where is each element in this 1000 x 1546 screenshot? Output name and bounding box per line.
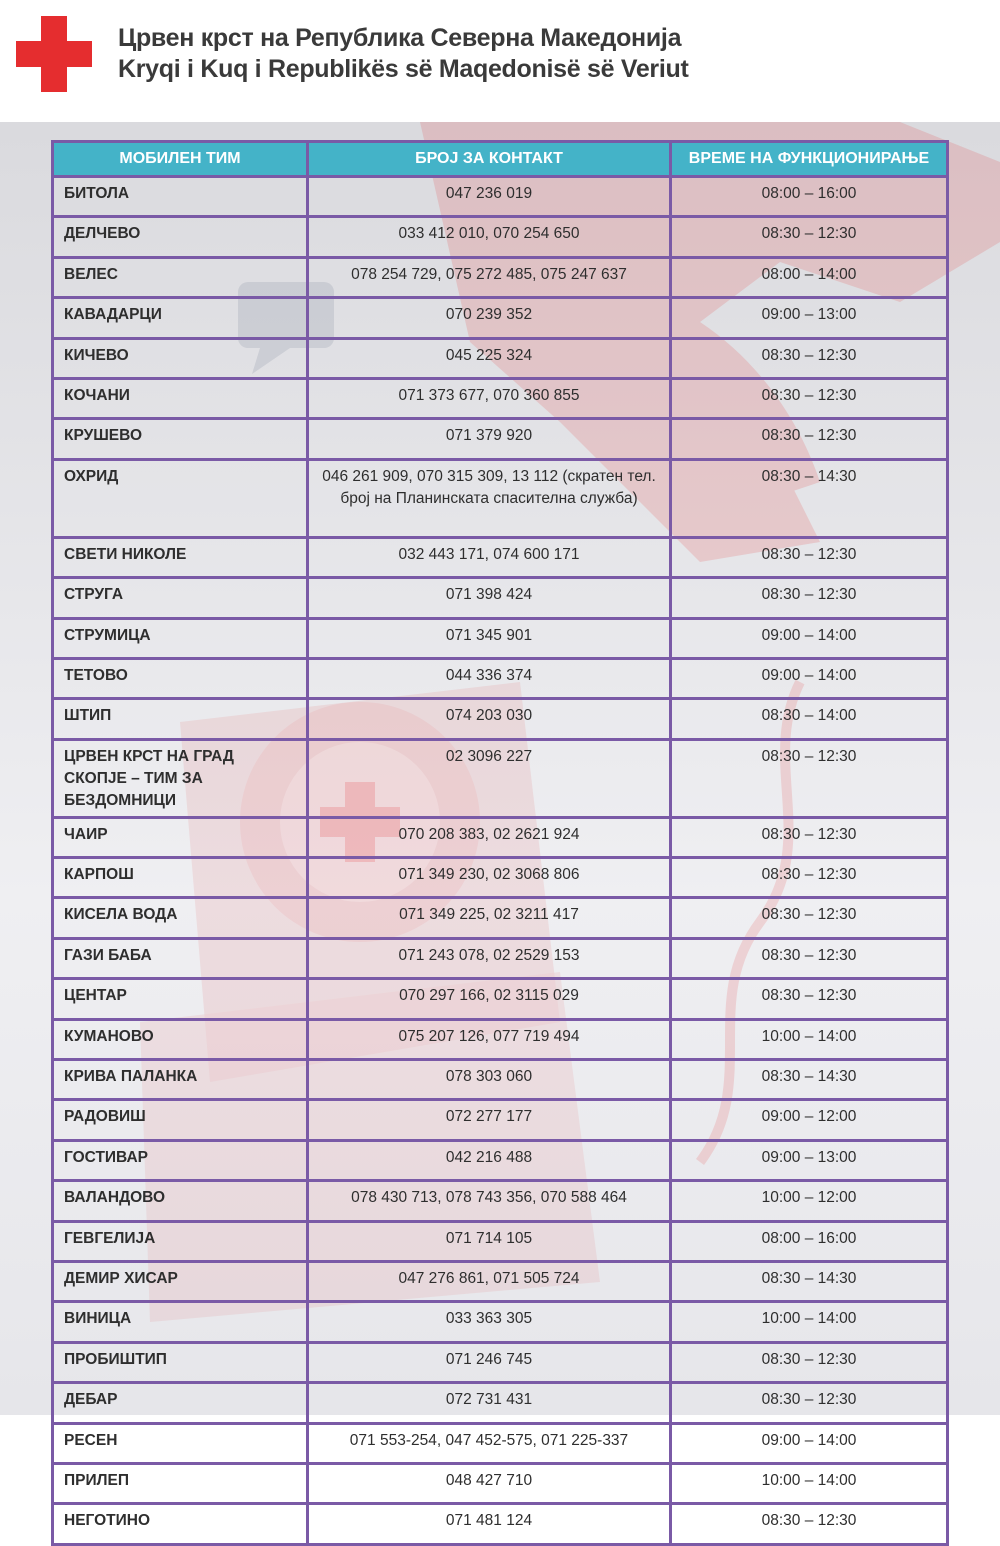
table-row (54, 1263, 946, 1303)
hours-cell: 10:00 – 14:00 (672, 1021, 946, 1061)
page-header (0, 0, 1000, 122)
hours-cell: 09:00 – 13:00 (672, 299, 946, 339)
team-cell: РЕСЕН (54, 1425, 309, 1465)
phone-cell: 071 246 745 (309, 1344, 672, 1384)
phone-cell: 071 398 424 (309, 579, 672, 619)
phone-cell: 045 225 324 (309, 340, 672, 380)
phone-cell: 078 303 060 (309, 1061, 672, 1101)
team-cell: ШТИП (54, 700, 309, 740)
table-row (54, 1505, 946, 1542)
table-row (54, 899, 946, 939)
phone-cell: 070 239 352 (309, 299, 672, 339)
table-row (54, 940, 946, 980)
team-cell: ОХРИД (54, 461, 309, 539)
table-row (54, 741, 946, 819)
hours-cell: 10:00 – 14:00 (672, 1465, 946, 1505)
hours-cell: 08:30 – 12:30 (672, 741, 946, 819)
hours-cell: 08:30 – 14:30 (672, 1061, 946, 1101)
table-row (54, 380, 946, 420)
phone-cell: 042 216 488 (309, 1142, 672, 1182)
team-cell: ЧАИР (54, 819, 309, 859)
table-row (54, 259, 946, 299)
team-cell: ПРОБИШТИП (54, 1344, 309, 1384)
team-cell: СТРУГА (54, 579, 309, 619)
hours-cell: 08:00 – 16:00 (672, 178, 946, 218)
table-row (54, 1425, 946, 1465)
phone-cell: 071 379 920 (309, 420, 672, 460)
phone-cell: 033 412 010, 070 254 650 (309, 218, 672, 258)
team-cell: КОЧАНИ (54, 380, 309, 420)
phone-cell: 070 208 383, 02 2621 924 (309, 819, 672, 859)
phone-cell: 048 427 710 (309, 1465, 672, 1505)
hours-cell: 09:00 – 14:00 (672, 620, 946, 660)
table-row (54, 1061, 946, 1101)
hours-cell: 10:00 – 14:00 (672, 1303, 946, 1343)
table-row (54, 1142, 946, 1182)
hours-cell: 08:30 – 12:30 (672, 218, 946, 258)
table-body (54, 178, 946, 1543)
table-row (54, 1344, 946, 1384)
team-cell: ДЕЛЧЕВО (54, 218, 309, 258)
table-row (54, 299, 946, 339)
table-row (54, 980, 946, 1020)
red-cross-icon (16, 16, 92, 92)
team-cell: РАДОВИШ (54, 1101, 309, 1141)
hours-cell: 09:00 – 14:00 (672, 1425, 946, 1465)
phone-cell: 078 430 713, 078 743 356, 070 588 464 (309, 1182, 672, 1222)
team-cell: НЕГОТИНО (54, 1505, 309, 1542)
team-cell: ГОСТИВАР (54, 1142, 309, 1182)
team-cell: КИСЕЛА ВОДА (54, 899, 309, 939)
hours-cell: 08:30 – 12:30 (672, 1344, 946, 1384)
team-cell: КУМАНОВО (54, 1021, 309, 1061)
phone-cell: 072 277 177 (309, 1101, 672, 1141)
phone-cell: 070 297 166, 02 3115 029 (309, 980, 672, 1020)
team-cell: ДЕМИР ХИСАР (54, 1263, 309, 1303)
table-row (54, 819, 946, 859)
team-cell: ВЕЛЕС (54, 259, 309, 299)
table-row (54, 1465, 946, 1505)
column-header-hours: ВРЕМЕ НА ФУНКЦИОНИРАЊЕ (672, 143, 946, 178)
table-row (54, 1303, 946, 1343)
phone-cell: 078 254 729, 075 272 485, 075 247 637 (309, 259, 672, 299)
table-row (54, 1384, 946, 1424)
hours-cell: 08:30 – 12:30 (672, 579, 946, 619)
contact-table (51, 140, 949, 1546)
team-cell: СВЕТИ НИКОЛЕ (54, 539, 309, 579)
phone-cell: 071 714 105 (309, 1223, 672, 1263)
hours-cell: 08:30 – 12:30 (672, 859, 946, 899)
team-cell: КРИВА ПАЛАНКА (54, 1061, 309, 1101)
phone-cell: 047 236 019 (309, 178, 672, 218)
table-row (54, 700, 946, 740)
hours-cell: 08:30 – 14:00 (672, 700, 946, 740)
hours-cell: 08:30 – 12:30 (672, 940, 946, 980)
phone-cell: 032 443 171, 074 600 171 (309, 539, 672, 579)
phone-cell: 044 336 374 (309, 660, 672, 700)
hours-cell: 08:30 – 12:30 (672, 980, 946, 1020)
team-cell: ПРИЛЕП (54, 1465, 309, 1505)
phone-cell: 071 243 078, 02 2529 153 (309, 940, 672, 980)
hours-cell: 09:00 – 13:00 (672, 1142, 946, 1182)
phone-cell: 071 373 677, 070 360 855 (309, 380, 672, 420)
hours-cell: 08:30 – 12:30 (672, 1384, 946, 1424)
table-row (54, 178, 946, 218)
team-cell: ГАЗИ БАБА (54, 940, 309, 980)
phone-cell: 071 553-254, 047 452-575, 071 225-337 (309, 1425, 672, 1465)
column-header-phone: БРОЈ ЗА КОНТАКТ (309, 143, 672, 178)
table-row (54, 620, 946, 660)
team-cell: ЦЕНТАР (54, 980, 309, 1020)
table-row (54, 1021, 946, 1061)
table-row (54, 218, 946, 258)
team-cell: ВАЛАНДОВО (54, 1182, 309, 1222)
hours-cell: 09:00 – 12:00 (672, 1101, 946, 1141)
table-row (54, 340, 946, 380)
table-row (54, 1223, 946, 1263)
hours-cell: 08:30 – 14:30 (672, 1263, 946, 1303)
hours-cell: 09:00 – 14:00 (672, 660, 946, 700)
table-row (54, 660, 946, 700)
team-cell: ЦРВЕН КРСТ НА ГРАД СКОПЈЕ – ТИМ ЗА БЕЗДОМНИЦИ (54, 741, 309, 819)
table-row (54, 579, 946, 619)
phone-cell: 071 349 230, 02 3068 806 (309, 859, 672, 899)
phone-cell: 074 203 030 (309, 700, 672, 740)
table-row (54, 1182, 946, 1222)
phone-cell: 072 731 431 (309, 1384, 672, 1424)
team-cell: КАВАДАРЦИ (54, 299, 309, 339)
column-header-team: МОБИЛЕН ТИМ (54, 143, 309, 178)
table-row (54, 461, 946, 539)
hours-cell: 08:00 – 14:00 (672, 259, 946, 299)
hours-cell: 08:30 – 12:30 (672, 340, 946, 380)
hours-cell: 08:30 – 12:30 (761, 1512, 857, 1530)
org-title-macedonian: Црвен крст на Република Северна Македонија (118, 24, 682, 52)
hours-cell: 08:30 – 14:30 (672, 461, 946, 539)
hours-cell: 08:30 – 12:30 (672, 539, 946, 579)
phone-cell: 02 3096 227 (309, 741, 672, 819)
phone-cell: 071 345 901 (309, 620, 672, 660)
team-cell: БИТОЛА (54, 178, 309, 218)
team-cell: СТРУМИЦА (54, 620, 309, 660)
team-cell: КРУШЕВО (54, 420, 309, 460)
hours-cell: 08:30 – 12:30 (672, 380, 946, 420)
phone-cell: 071 349 225, 02 3211 417 (309, 899, 672, 939)
hours-cell: 08:30 – 12:30 (672, 819, 946, 859)
hours-cell: 08:00 – 16:00 (672, 1223, 946, 1263)
phone-cell: 047 276 861, 071 505 724 (309, 1263, 672, 1303)
phone-cell: 075 207 126, 077 719 494 (309, 1021, 672, 1061)
team-cell: ГЕВГЕЛИЈА (54, 1223, 309, 1263)
phone-cell: 071 481 124 (309, 1505, 672, 1542)
table-row (54, 539, 946, 579)
team-cell: КАРПОШ (54, 859, 309, 899)
hours-cell: 10:00 – 12:00 (672, 1182, 946, 1222)
phone-cell: 033 363 305 (309, 1303, 672, 1343)
table-row (54, 1101, 946, 1141)
team-cell: ТЕТОВО (54, 660, 309, 700)
team-cell: ВИНИЦА (54, 1303, 309, 1343)
table-header-row (54, 143, 946, 178)
table-row (54, 859, 946, 899)
table-row (54, 420, 946, 460)
team-cell: КИЧЕВО (54, 340, 309, 380)
hours-cell: 08:30 – 12:30 (672, 420, 946, 460)
team-cell: ДЕБАР (54, 1384, 309, 1424)
org-title-albanian: Kryqi i Kuq i Republikës së Maqedonisë së Veriut (118, 55, 689, 83)
phone-cell: 046 261 909, 070 315 309, 13 112 (скратен тел. број на Планинската спасителна служба) (309, 461, 672, 539)
hours-cell: 08:30 – 12:30 (672, 899, 946, 939)
